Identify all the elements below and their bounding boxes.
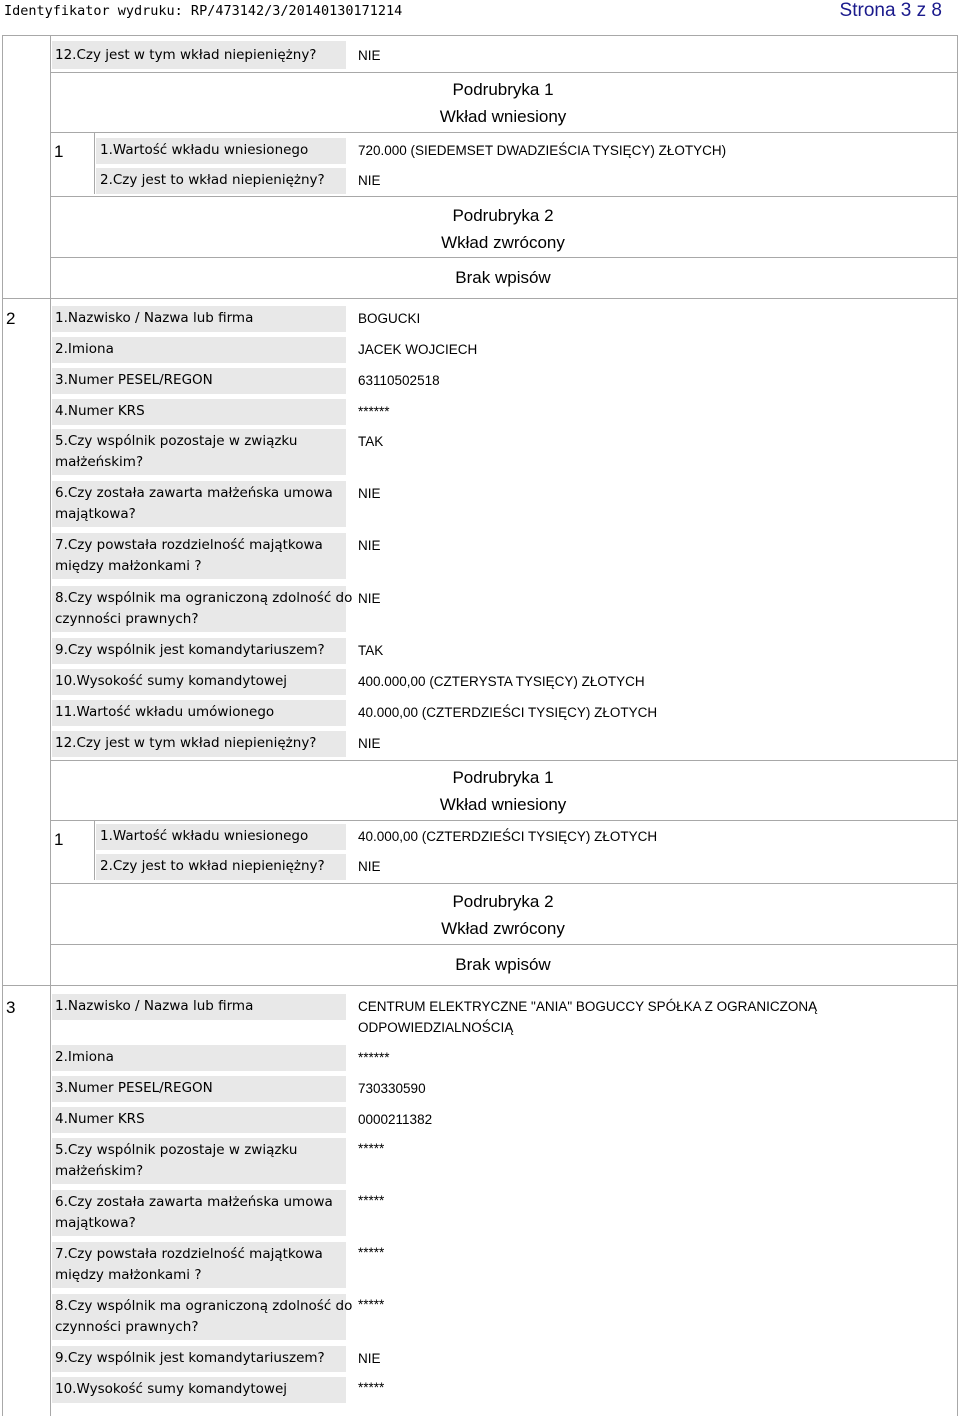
field-value: ****** xyxy=(358,1050,390,1065)
print-identifier: Identyfikator wydruku: RP/473142/3/20140130171214 xyxy=(4,3,403,19)
field-label: 1.Wartość wkładu wniesionego xyxy=(100,828,309,844)
field-label: 7.Czy powstała rozdzielność majątkowa xyxy=(55,1246,323,1262)
subentry-number: 1 xyxy=(54,830,64,849)
field-label: 4.Numer KRS xyxy=(55,1111,145,1127)
field-value-continued: ODPOWIEDZIALNOŚCIĄ xyxy=(358,1020,514,1035)
partner-2-separator xyxy=(2,298,957,299)
partner-number: 2 xyxy=(6,309,16,328)
field-value: NIE xyxy=(358,538,381,553)
subsection-border xyxy=(50,257,957,258)
subsection-border xyxy=(50,883,957,884)
field-label: 10.Wysokość sumy komandytowej xyxy=(55,1381,288,1397)
field-label: 5.Czy wspólnik pozostaje w związku xyxy=(55,433,298,449)
field-label: 6.Czy została zawarta małżeńska umowa xyxy=(55,1194,333,1210)
field-label: 1.Wartość wkładu wniesionego xyxy=(100,142,309,158)
field-label: 2.Czy jest to wkład niepieniężny? xyxy=(100,172,325,188)
field-value: 40.000,00 (CZTERDZIEŚCI TYSIĘCY) ZŁOTYCH xyxy=(358,705,658,720)
field-value: NIE xyxy=(358,48,381,63)
field-value: NIE xyxy=(358,1351,381,1366)
field-label: 5.Czy wspólnik pozostaje w związku xyxy=(55,1142,298,1158)
outer-right-border xyxy=(957,35,958,1416)
field-label-continued: czynności prawnych? xyxy=(55,611,199,627)
field-value: 40.000,00 (CZTERDZIEŚCI TYSIĘCY) ZŁOTYCH xyxy=(358,829,658,844)
field-value: ***** xyxy=(358,1297,385,1312)
field-label: 12.Czy jest w tym wkład niepieniężny? xyxy=(55,47,317,63)
empty-entries-text: Brak wpisów xyxy=(455,268,551,287)
subsection-title: Podrubryka 1 xyxy=(452,80,554,99)
field-value: ***** xyxy=(358,1245,385,1260)
outer-left-border xyxy=(2,35,3,1416)
field-value: JACEK WOJCIECH xyxy=(358,342,478,357)
field-value: NIE xyxy=(358,173,381,188)
field-value: TAK xyxy=(358,643,384,658)
field-label: 7.Czy powstała rozdzielność majątkowa xyxy=(55,537,323,553)
subsection-number-separator xyxy=(94,820,95,880)
field-label: 4.Numer KRS xyxy=(55,403,145,419)
field-label: 3.Numer PESEL/REGON xyxy=(55,1080,213,1096)
field-value: ***** xyxy=(358,1193,385,1208)
field-label: 8.Czy wspólnik ma ograniczoną zdolność do xyxy=(55,1298,353,1314)
partner-number: 3 xyxy=(6,998,16,1017)
field-label: 2.Imiona xyxy=(55,1049,114,1065)
field-value: CENTRUM ELEKTRYCZNE "ANIA" BOGUCCY SPÓŁKA Z OGRANICZONĄ xyxy=(358,999,818,1014)
field-value: NIE xyxy=(358,486,381,501)
field-value: ****** xyxy=(358,404,390,419)
field-value: NIE xyxy=(358,736,381,751)
field-label-continued: majątkowa? xyxy=(55,506,136,522)
field-label: 2.Imiona xyxy=(55,341,114,357)
subsection-border xyxy=(50,132,957,133)
field-label: 2.Czy jest to wkład niepieniężny? xyxy=(100,858,325,874)
subsection-border xyxy=(50,944,957,945)
field-label: 10.Wysokość sumy komandytowej xyxy=(55,673,288,689)
subsection-subtitle: Wkład wniesiony xyxy=(439,107,567,126)
empty-entries-text: Brak wpisów xyxy=(455,955,551,974)
field-value: ***** xyxy=(358,1141,385,1156)
field-label-continued: czynności prawnych? xyxy=(55,1319,199,1335)
field-label-continued: między małżonkami ? xyxy=(55,558,202,574)
subsection-number-separator xyxy=(94,132,95,194)
field-value: ***** xyxy=(358,1380,385,1395)
field-value: NIE xyxy=(358,859,381,874)
field-label: 6.Czy została zawarta małżeńska umowa xyxy=(55,485,333,501)
field-label-continued: małżeńskim? xyxy=(55,454,144,470)
subsection-subtitle: Wkład zwrócony xyxy=(441,919,565,938)
field-label: 3.Numer PESEL/REGON xyxy=(55,372,213,388)
field-value: 0000211382 xyxy=(358,1112,433,1127)
field-label-continued: majątkowa? xyxy=(55,1215,136,1231)
subsection-border xyxy=(50,196,957,197)
field-label: 1.Nazwisko / Nazwa lub firma xyxy=(55,310,254,326)
field-label-continued: małżeńskim? xyxy=(55,1163,144,1179)
subsection-title: Podrubryka 1 xyxy=(452,768,554,787)
field-value: BOGUCKI xyxy=(358,311,421,326)
field-label: 11.Wartość wkładu umówionego xyxy=(55,704,275,720)
field-value: 63110502518 xyxy=(358,373,440,388)
field-label: 9.Czy wspólnik jest komandytariuszem? xyxy=(55,642,325,658)
field-label-continued: między małżonkami ? xyxy=(55,1267,202,1283)
subsection-border xyxy=(50,760,957,761)
field-value: 720.000 (SIEDEMSET DWADZIEŚCIA TYSIĘCY) ZŁOTYCH) xyxy=(358,143,727,158)
field-value: 730330590 xyxy=(358,1081,426,1096)
field-label: 8.Czy wspólnik ma ograniczoną zdolność do xyxy=(55,590,353,606)
field-value: TAK xyxy=(358,434,384,449)
number-column-separator xyxy=(50,35,51,1416)
partner-3-separator xyxy=(2,985,957,986)
subsection-border xyxy=(50,820,957,821)
field-label: 1.Nazwisko / Nazwa lub firma xyxy=(55,998,254,1014)
subsection-subtitle: Wkład wniesiony xyxy=(439,795,567,814)
field-label: 9.Czy wspólnik jest komandytariuszem? xyxy=(55,1350,325,1366)
field-label: 12.Czy jest w tym wkład niepieniężny? xyxy=(55,735,317,751)
outer-top-border xyxy=(2,35,957,36)
page-number: Strona 3 z 8 xyxy=(839,0,942,21)
subsection-border xyxy=(50,72,957,73)
subentry-number: 1 xyxy=(54,142,64,161)
subsection-title: Podrubryka 2 xyxy=(452,892,554,911)
field-value: NIE xyxy=(358,591,381,606)
field-value: 400.000,00 (CZTERYSTA TYSIĘCY) ZŁOTYCH xyxy=(358,674,645,689)
subsection-title: Podrubryka 2 xyxy=(452,206,554,225)
subsection-subtitle: Wkład zwrócony xyxy=(441,233,565,252)
